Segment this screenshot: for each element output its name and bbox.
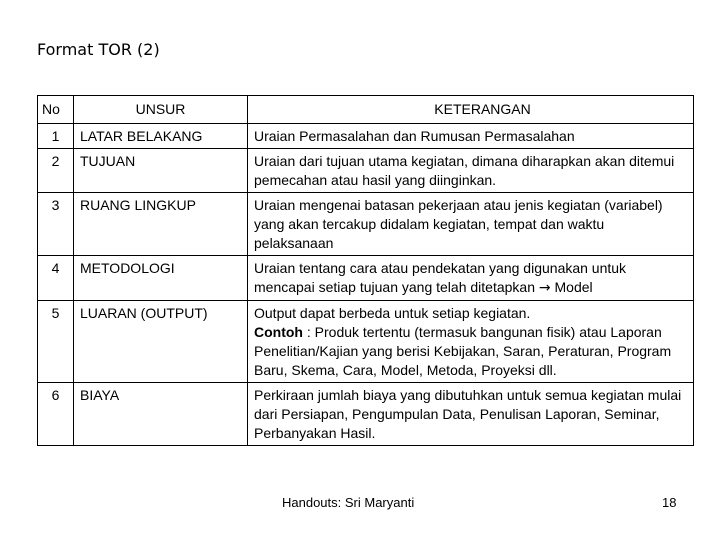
row-unsur: METODOLOGI (74, 256, 248, 301)
row-number: 4 (38, 256, 74, 301)
header-no: No (38, 96, 74, 124)
row-number: 6 (38, 383, 74, 446)
table-row (38, 383, 694, 446)
row-keterangan: Uraian Permasalahan dan Rumusan Permasalahan (248, 124, 694, 149)
page-title: Format TOR (2) (37, 40, 160, 59)
row-unsur: LATAR BELAKANG (74, 124, 248, 149)
row-number: 1 (38, 124, 74, 149)
row-keterangan-cell (248, 301, 694, 383)
contoh-label: Contoh (254, 324, 303, 340)
tor-format-table (37, 95, 694, 446)
row-keterangan: Output dapat berbeda untuk setiap kegiatan. (254, 305, 531, 321)
row-unsur: LUARAN (OUTPUT) (74, 301, 248, 383)
table-row (38, 124, 694, 149)
row-number: 2 (38, 149, 74, 193)
row-unsur: BIAYA (74, 383, 248, 446)
row-keterangan: Uraian tentang cara atau pendekatan yang digunakan untuk mencapai setiap tujuan yang telah ditetapkan (254, 260, 627, 295)
arrow-right-icon: → (538, 280, 551, 296)
row-number: 3 (38, 193, 74, 256)
row-unsur: RUANG LINGKUP (74, 193, 248, 256)
header-unsur: UNSUR (74, 96, 248, 124)
table-header-row (38, 96, 694, 124)
table-row (38, 301, 694, 383)
table-row (38, 193, 694, 256)
table-row (38, 256, 694, 301)
row-keterangan-cell (248, 256, 694, 301)
row-number: 5 (38, 301, 74, 383)
header-keterangan: KETERANGAN (248, 96, 694, 124)
contoh-text: : Produk tertentu (termasuk bangunan fisik) atau Laporan Penelitian/Kajian yang berisi Kebijakan, Saran, Peraturan, Program Baru, Skema, Cara, Model, Metoda, Proyeksi dll. (254, 324, 672, 378)
row-keterangan: Uraian mengenai batasan pekerjaan atau jenis kegiatan (variabel) yang akan tercakup didalam kegiatan, tempat dan waktu pelaksanaan (248, 193, 694, 256)
footer-author: Handouts: Sri Maryanti (282, 495, 415, 510)
row-keterangan: Uraian dari tujuan utama kegiatan, dimana diharapkan akan ditemui pemecahan atau hasil yang diinginkan. (248, 149, 694, 193)
row-unsur: TUJUAN (74, 149, 248, 193)
row-keterangan: Perkiraan jumlah biaya yang dibutuhkan untuk semua kegiatan mulai dari Persiapan, Pengumpulan Data, Penulisan Laporan, Seminar, Perbanyakan Hasil. (248, 383, 694, 446)
page-number: 18 (662, 495, 677, 510)
table-row (38, 149, 694, 193)
keterangan-suffix: Model (554, 279, 593, 295)
